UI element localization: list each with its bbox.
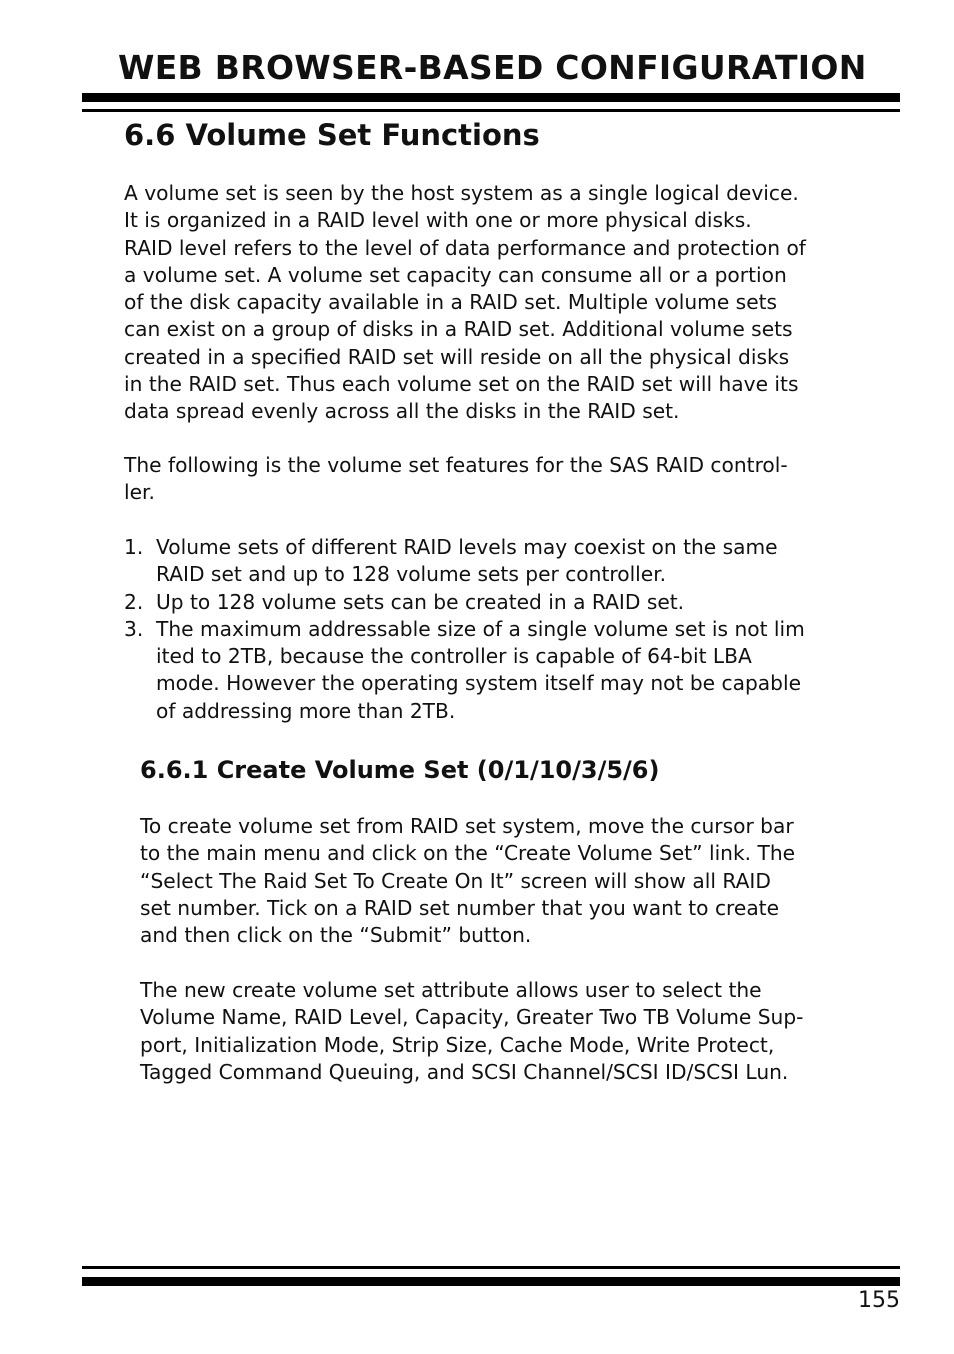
list-item-line: ited to 2TB, because the controller is capable of 64-bit LBA <box>156 644 752 669</box>
list-item-line: RAID set and up to 128 volume sets per controller. <box>156 562 667 587</box>
paragraph-line: can exist on a group of disks in a RAID set. Additional volume sets <box>124 317 793 342</box>
list-item <box>124 534 805 589</box>
footer-rule-thin <box>82 1266 900 1269</box>
list-item-line: mode. However the operating system itself may not be capable <box>156 671 802 696</box>
paragraph-line: and then click on the “Submit” button. <box>140 923 532 948</box>
paragraph-line: “Select The Raid Set To Create On It” screen will show all RAID <box>140 868 771 893</box>
paragraph-line: The new create volume set attribute allows user to select the <box>140 978 762 1002</box>
features-list <box>124 534 805 725</box>
paragraph-line: Volume Name, RAID Level, Capacity, Greater Two TB Volume Sup- <box>140 1005 804 1030</box>
intro-paragraph <box>124 180 806 426</box>
paragraph-line: ler. <box>124 480 155 505</box>
header-rule-thick <box>82 93 900 102</box>
paragraph-line: to the main menu and click on the “Create Volume Set” link. The <box>140 841 796 866</box>
paragraph-line: A volume set is seen by the host system as a single logical device. <box>124 181 799 205</box>
list-item-number: 1. <box>124 535 144 559</box>
paragraph-line: created in a specified RAID set will reside on all the physical disks <box>124 344 790 369</box>
features-paragraph <box>124 452 788 507</box>
running-header-title: WEB BROWSER-BASED CONFIGURATION <box>118 48 867 87</box>
list-item-line: Volume sets of different RAID levels may coexist on the same <box>156 535 778 559</box>
list-item-number: 2. <box>124 589 144 614</box>
page-number: 155 <box>858 1288 900 1313</box>
paragraph-line: The following is the volume set features for the SAS RAID control- <box>124 453 788 477</box>
paragraph-line: a volume set. A volume set capacity can consume all or a portion <box>124 262 787 287</box>
paragraph-line: port, Initialization Mode, Strip Size, Cache Mode, Write Protect, <box>140 1032 775 1057</box>
paragraph-line: in the RAID set. Thus each volume set on the RAID set will have its <box>124 372 799 397</box>
attributes-paragraph <box>140 977 803 1086</box>
list-item <box>124 616 805 725</box>
list-item <box>124 589 805 616</box>
list-item-line: of addressing more than 2TB. <box>156 698 456 723</box>
footer-rule-thick <box>82 1277 900 1286</box>
paragraph-line: RAID level refers to the level of data performance and protection of <box>124 235 806 260</box>
paragraph-line: Tagged Command Queuing, and SCSI Channel/SCSI ID/SCSI Lun. <box>140 1059 789 1084</box>
paragraph-line: It is organized in a RAID level with one or more physical disks. <box>124 208 752 233</box>
paragraph-line: To create volume set from RAID set system, move the cursor bar <box>140 814 794 838</box>
list-item-number: 3. <box>124 616 144 641</box>
section-heading: 6.6 Volume Set Functions <box>124 118 540 152</box>
paragraph-line: set number. Tick on a RAID set number that you want to create <box>140 895 780 920</box>
list-item-line: The maximum addressable size of a single volume set is not lim <box>156 616 805 641</box>
subsection-heading: 6.6.1 Create Volume Set (0/1/10/3/5/6) <box>140 756 660 784</box>
paragraph-line: of the disk capacity available in a RAID set. Multiple volume sets <box>124 290 778 315</box>
list-item-line: Up to 128 volume sets can be created in a RAID set. <box>156 589 685 614</box>
paragraph-line: data spread evenly across all the disks in the RAID set. <box>124 399 680 424</box>
create-volume-paragraph <box>140 813 795 949</box>
header-rule-thin <box>82 109 900 112</box>
